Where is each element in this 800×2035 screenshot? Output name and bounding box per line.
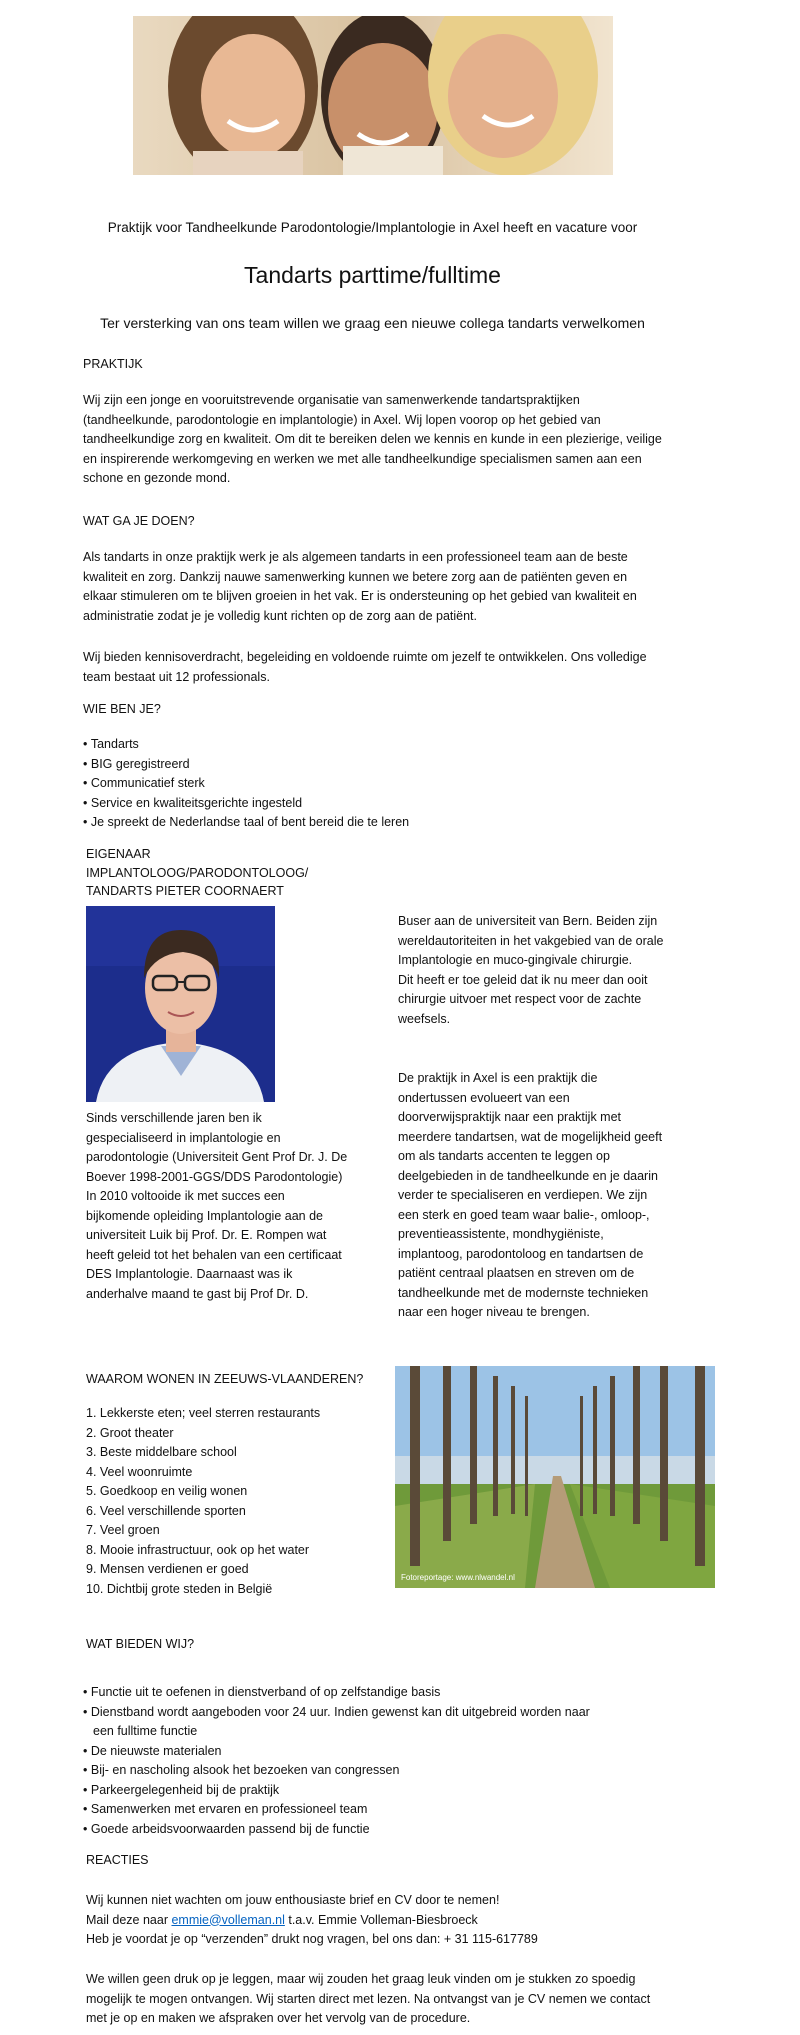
list-item: • Communicatief sterk xyxy=(83,774,663,794)
list-item: • Functie uit te oefenen in dienstverband of op zelfstandige basis xyxy=(83,1683,663,1703)
list-item: • Goede arbeidsvoorwaarden passend bij de functie xyxy=(83,1820,663,1840)
owner-portrait-photo xyxy=(86,906,275,1102)
list-item: • Je spreekt de Nederlandse taal of bent bereid die te leren xyxy=(83,813,663,833)
heading-wat-bieden-wij: WAT BIEDEN WIJ? xyxy=(86,1637,195,1651)
owner-heading-line: IMPLANTOLOOG/PARODONTOLOOG/ xyxy=(86,865,309,880)
reacties-mail-line xyxy=(86,1911,666,1931)
list-item: • Bij- en nascholing alsook het bezoeken van congressen xyxy=(83,1761,663,1781)
closing-text: We willen geen druk op je leggen, maar wij zouden het graag leuk vinden om je stukken zo spoedig mogelijk te mogen ontvangen. Wij starten direct met lezen. Na ontvangst van je CV nemen we contact met je op en maken we afspraken over het vervolg van de procedure. xyxy=(86,1972,651,2025)
list-item: 10. Dichtbij grote steden in België xyxy=(86,1581,273,1596)
owner-heading xyxy=(86,845,308,901)
email-link[interactable]: emmie@volleman.nl xyxy=(171,1912,285,1927)
heading-reacties: REACTIES xyxy=(86,1853,149,1867)
list-item: • De nieuwste materialen xyxy=(83,1742,663,1762)
list-item: 3. Beste middelbare school xyxy=(86,1445,237,1459)
reacties-block xyxy=(86,1891,666,1950)
reacties-line: Wij kunnen niet wachten om jouw enthousiaste brief en CV door te nemen! xyxy=(86,1893,500,1907)
list-item: • Service en kwaliteitsgerichte ingesteld xyxy=(83,794,663,814)
subtitle: Ter versterking van ons team willen we graag een nieuwe collega tandarts verwelkomen xyxy=(100,315,645,331)
list-item: • Tandarts xyxy=(83,735,663,755)
wat-ga-je-doen-text-2: Wij bieden kennisoverdracht, begeleiding en voldoende ruimte om jezelf te ontwikkelen. Ons volledige team bestaat uit 12 professionals. xyxy=(83,650,647,684)
page-title: Tandarts parttime/fulltime xyxy=(244,262,501,288)
heading-praktijk: PRAKTIJK xyxy=(83,357,143,371)
list-item: • Parkeergelegenheid bij de praktijk xyxy=(83,1781,663,1801)
photo-caption: Fotoreportage: www.nlwandel.nl xyxy=(401,1573,515,1582)
list-item xyxy=(83,1703,663,1742)
heading-waarom: WAAROM WONEN IN ZEEUWS-VLAANDEREN? xyxy=(86,1372,364,1386)
list-item: • BIG geregistreerd xyxy=(83,755,663,775)
wat-ga-je-doen-text: Als tandarts in onze praktijk werk je als algemeen tandarts in een professioneel team aan de beste kwaliteit en zorg. Dankzij nauwe samenwerking kunnen we betere zorg aan de patiënten geven en elkaar stimuleren om te blijven groeien in het vak. Er is ondersteuning op het gebied van kwaliteit en administratie zodat je je volledig kunt richten op de zorg aan de patiënt. xyxy=(83,550,637,623)
hero-family-photo xyxy=(133,16,613,175)
wat-bieden-wij-list xyxy=(83,1683,663,1839)
list-item: 4. Veel woonruimte xyxy=(86,1464,193,1479)
list-item: 8. Mooie infrastructuur, ook op het water xyxy=(86,1542,310,1557)
owner-heading-line: TANDARTS PIETER COORNAERT xyxy=(86,884,284,898)
owner-heading-line: EIGENAAR xyxy=(86,847,151,861)
praktijk-axel-text: De praktijk in Axel is een praktijk die ondertussen evolueert van een doorverwijspraktijk naar een praktijk met meerdere tandartsen, wat de mogelijkheid geeft om als tandarts accenten te leggen op deelgebieden in de tandheelkunde en je daarin verder te specialiseren en verdiepen. We zijn een sterk en goed team waar balie-, omloop-, preventieassistente, mondhygiëniste, implantoog, parodontoloog en tandartsen de patiënt centraal plaatsen en streven om de tandheelkunde met de modernste technieken naar een hoger niveau te brengen. xyxy=(398,1071,663,1319)
list-item-text: Dienstband wordt aangeboden voor 24 uur. Indien gewenst kan dit uitgebreid worden naar xyxy=(90,1704,590,1719)
praktijk-text: Wij zijn een jonge en vooruitstrevende organisatie van samenwerkende tandartspraktijken (tandheelkunde, parodontologie en implantologie) in Axel. Wij lopen voorop op het gebied van tandheelkundige zorg en kwaliteit. Om dit te bereiken delen we kennis en kunde in een plezierige, veilige en inspirerende werkomgeving en werken we met alle tandheelkundige specialismen samen aan een schone en gezonde mond. xyxy=(83,393,662,485)
heading-wat-ga-je-doen: WAT GA JE DOEN? xyxy=(83,514,195,528)
list-item: 6. Veel verschillende sporten xyxy=(86,1503,246,1518)
list-item-continuation: een fulltime functie xyxy=(93,1724,198,1738)
reacties-line: Heb je voordat je op “verzenden” drukt nog vragen, bel ons dan: + 31 115-617789 xyxy=(86,1932,538,1946)
list-item: 5. Goedkoop en veilig wonen xyxy=(86,1484,248,1498)
mail-suffix: t.a.v. Emmie Volleman-Biesbroeck xyxy=(284,1912,478,1927)
tree-lined-path-photo xyxy=(395,1366,715,1588)
list-item: 1. Lekkerste eten; veel sterren restaurants xyxy=(86,1406,321,1420)
list-item: 9. Mensen verdienen er goed xyxy=(86,1562,249,1576)
list-item: 7. Veel groen xyxy=(86,1523,160,1537)
wie-ben-je-list xyxy=(83,735,663,833)
owner-bio-left: Sinds verschillende jaren ben ik gespecialiseerd in implantologie en parodontologie (Universiteit Gent Prof Dr. J. De Boever 1998-2001-GGS/DDS Parodontologie) In 2010 voltooide ik met succes een bijkomende opleiding Implantologie aan de universiteit Luik bij Prof. Dr. E. Rompen wat heeft geleid tot het behalen van een certificaat DES Implantologie. Daarnaast was ik anderhalve maand te gast bij Prof Dr. D. xyxy=(86,1111,348,1301)
waarom-list xyxy=(86,1404,386,1599)
heading-wie-ben-je: WIE BEN JE? xyxy=(83,702,161,716)
intro-text: Praktijk voor Tandheelkunde Parodontologie/Implantologie in Axel heeft en vacature voor xyxy=(107,220,638,235)
list-item: • Samenwerken met ervaren en professioneel team xyxy=(83,1800,663,1820)
owner-bio-right: Buser aan de universiteit van Bern. Beiden zijn wereldautoriteiten in het vakgebied van de orale Implantologie en muco-gingivale chirurgie. Dit heeft er toe geleid dat ik nu meer dan ooit chirurgie uitvoer met respect voor de zachte weefsels. xyxy=(398,914,664,1026)
list-item: 2. Groot theater xyxy=(86,1425,174,1440)
mail-prefix: Mail deze naar xyxy=(86,1912,172,1927)
